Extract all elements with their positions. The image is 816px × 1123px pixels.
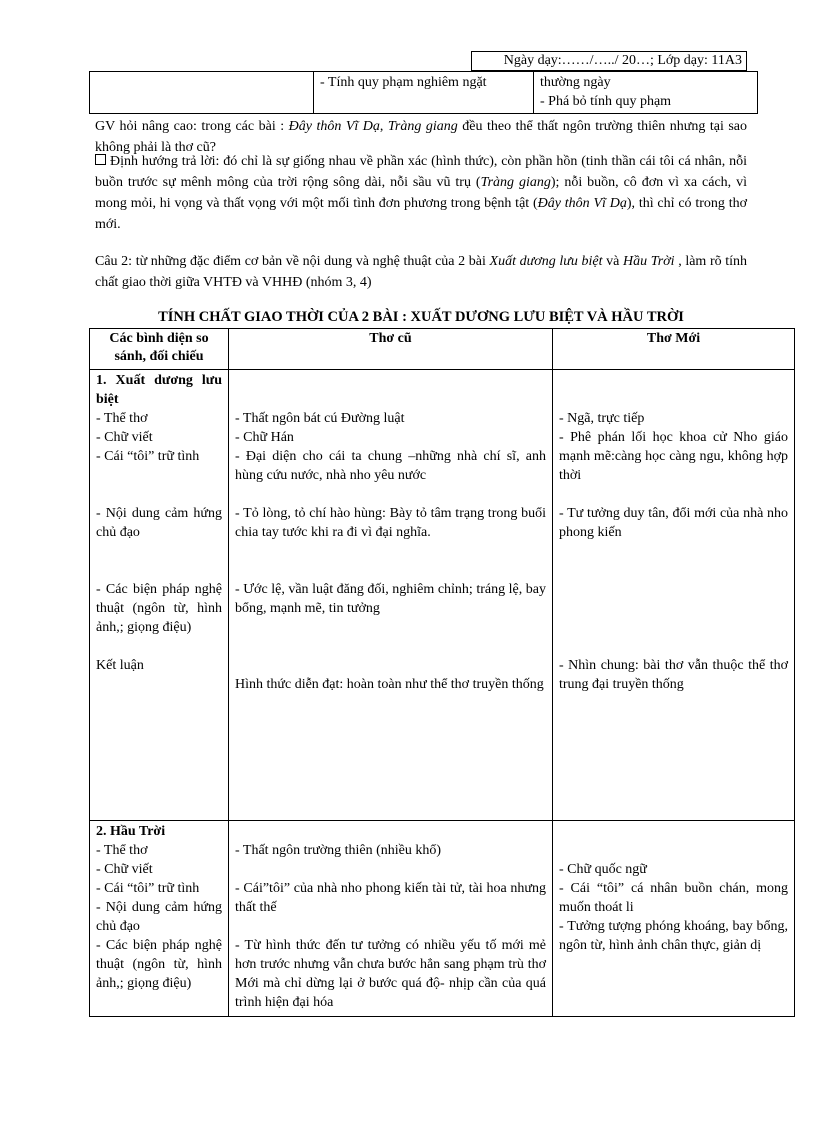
continued-new-line-2: - Phá bỏ tính quy phạm — [540, 94, 672, 109]
continued-cell-old — [314, 72, 534, 114]
section-title: 1. Xuất dương lưu biệt — [96, 373, 222, 407]
checkbox-icon — [95, 154, 106, 165]
old-poetry-cell: - Thất ngôn bát cú Đường luật - Chữ Hán - Đại diện cho cái ta chung –những nhà chí sĩ, anh hùng cứu nước, nhà nho yêu nước - Tỏ lòng, tỏ chí hào hùng: Bày tỏ tâm trạng trong buổi chia tay tước khi ra đi vì đại nghĩa. - Ước lệ, vần luật đăng đối, nghiêm chỉnh; tráng lệ, bay bổng, mạnh mẽ, tin tưởng Hình thức diễn đạt: hoàn toàn như thể thơ truyền thống — [229, 370, 553, 821]
table-row-xuat-duong — [90, 370, 795, 821]
old-poetry-cell: - Thất ngôn trường thiên (nhiều khổ) - Cái”tôi” của nhà nho phong kiến tài tử, tài hoa nhưng thất thế - Từ hình thức đến tư tưởng có nhiều yếu tố mới mẻ hơn trước nhưng vẫn chưa bước hẳn sang phạm trù thơ Mới mà chỉ dừng lại ở bước quá độ- nhịp cần của quá trình hiện đại hóa — [229, 821, 553, 1017]
column-header-criteria: Các bình diện so sánh, đối chiếu — [90, 329, 229, 370]
continued-table — [89, 71, 758, 114]
work-title: Tràng giang — [480, 175, 551, 190]
advanced-question: GV hỏi nâng cao: trong các bài : Đây thôn Vĩ Dạ, Tràng giang đều theo thể thất ngôn trường thiên nhưng tại sao không phải là thơ cũ? — [95, 119, 747, 155]
section-title: 2. Hầu Trời — [96, 824, 166, 839]
table-row-hau-troi — [90, 821, 795, 1017]
work-title: Đây thôn Vĩ Dạ — [288, 119, 380, 134]
comparison-table — [89, 328, 795, 1017]
criteria-cell: 2. Hầu Trời - Thể thơ - Chữ viết - Cái “tôi” trữ tình - Nội dung cảm hứng chủ đạo - Các biện pháp nghệ thuật (ngôn từ, hình ảnh,; giọng điệu) — [90, 821, 229, 1017]
table-title: TÍNH CHẤT GIAO THỜI CỦA 2 BÀI : XUẤT DƯƠNG LƯU BIỆT VÀ HẦU TRỜI — [158, 309, 684, 325]
date-class-header: Ngày dạy:……/…../ 20…; Lớp dạy: 11A3 — [471, 51, 747, 71]
continued-cell-new — [534, 72, 758, 114]
new-poetry-cell: - Ngã, trực tiếp - Phê phán lối học khoa cử Nho giáo mạnh mẽ:càng học càng ngu, không hợp thời - Tư tưởng duy tân, đổi mới của nhà nho phong kiến - Nhìn chung: bài thơ vẫn thuộc thể thơ trung đại truyền thống — [553, 370, 795, 821]
work-title: Xuất dương lưu biệt — [489, 254, 603, 269]
work-title: Đây thôn Vĩ Dạ — [537, 196, 627, 211]
column-header-new-poetry: Thơ Mới — [553, 329, 795, 370]
continued-new-line-1: thường ngày — [540, 75, 611, 90]
continued-cell-empty — [90, 72, 314, 114]
answer-guidance: Định hướng trả lời: đó chỉ là sự giống nhau về phần xác (hình thức), còn phần hồn (tinh thần cái tôi cá nhân, nỗi buồn trước sự mênh mông của trời rộng sông dài, nỗi sầu vũ trụ (Tràng giang); nỗi buồn, cô đơn vì xa cách, vì mong mỏi, hi vọng và thất vọng với một mối tình đơn phương trong bệnh tật (Đây thôn Vĩ Dạ), thì chỉ có trong thơ mới. — [95, 154, 748, 232]
criteria-cell: 1. Xuất dương lưu biệt - Thể thơ - Chữ viết - Cái “tôi” trữ tình - Nội dung cảm hứng chủ đạo - Các biện pháp nghệ thuật (ngôn từ, hình ảnh,; giọng điệu) Kết luận — [90, 370, 229, 821]
new-poetry-cell: - Chữ quốc ngữ - Cái “tôi” cá nhân buồn chán, mong muốn thoát li - Tưởng tượng phóng khoáng, bay bổng, ngôn từ, hình ảnh chân thực, giản dị — [553, 821, 795, 1017]
work-title: Hầu Trời — [622, 254, 675, 269]
work-title: Tràng giang — [387, 119, 458, 134]
continued-old-text: - Tính quy phạm nghiêm ngặt — [320, 75, 487, 90]
column-header-old-poetry: Thơ cũ — [229, 329, 553, 370]
question-2: Câu 2: từ những đặc điểm cơ bản về nội dung và nghệ thuật của 2 bài Xuất dương lưu biệt và Hầu Trời , làm rõ tính chất giao thời giữa VHTĐ và VHHĐ (nhóm 3, 4) — [95, 254, 748, 290]
